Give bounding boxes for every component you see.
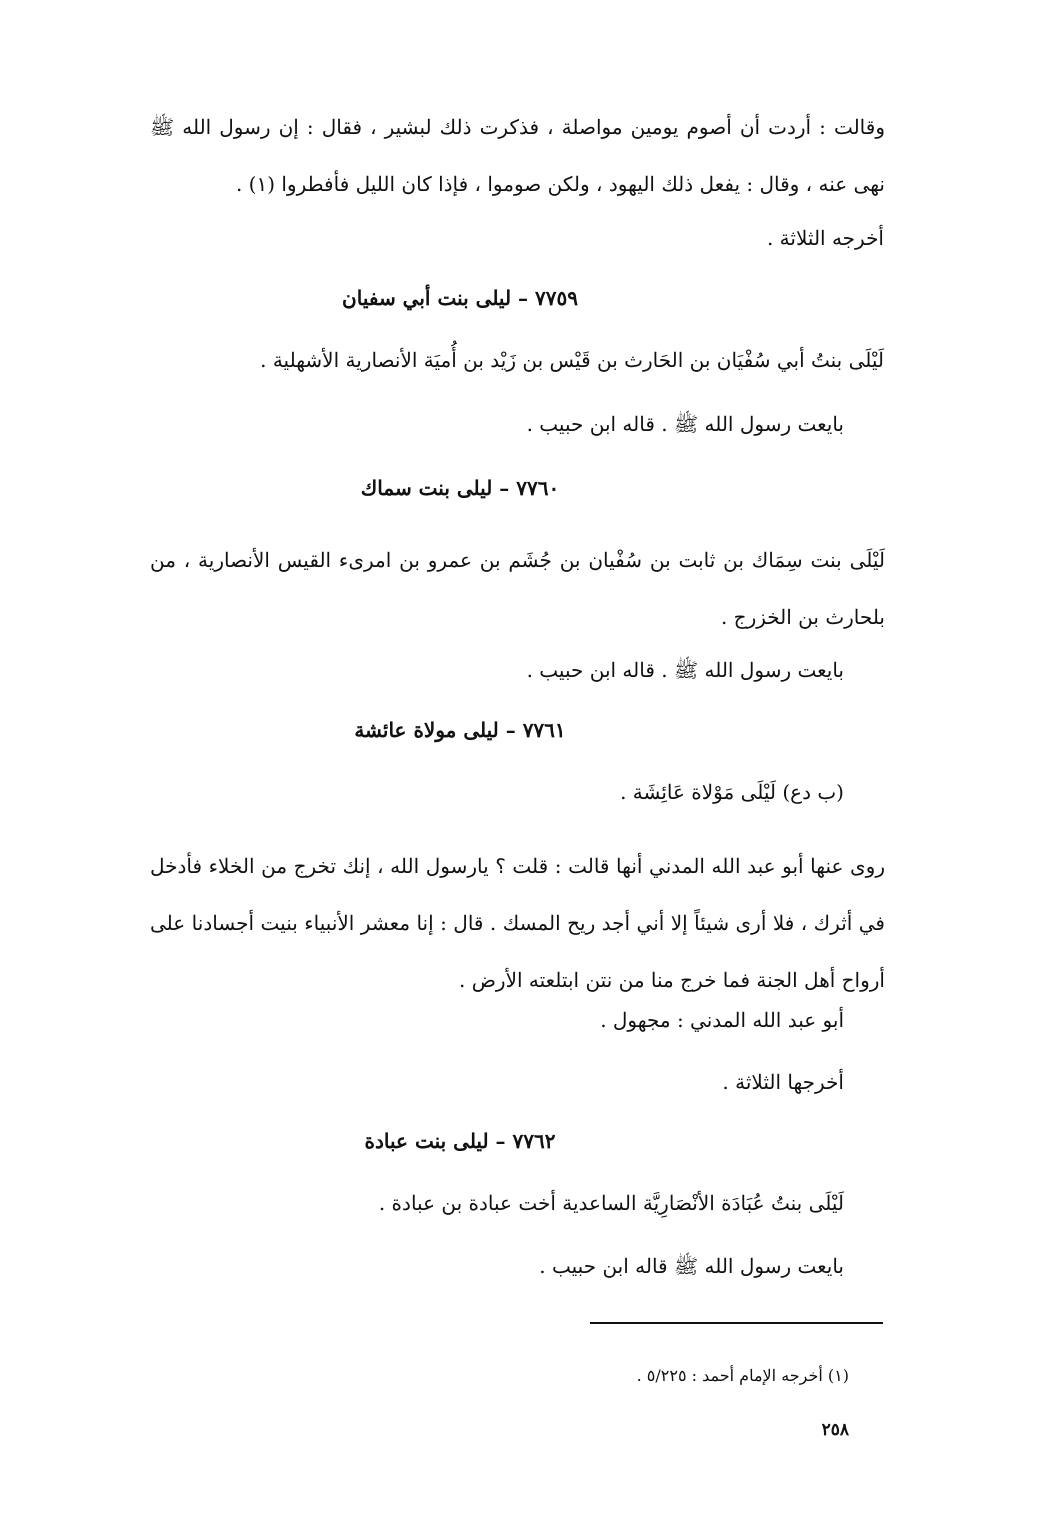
page-number: ٢٥٨	[821, 1420, 849, 1440]
entry-7762-note: بايعت رسول الله ﷺ قاله ابن حبيب .	[539, 1254, 844, 1278]
entry-heading-7762: ٧٧٦٢ – ليلى بنت عبادة	[364, 1129, 556, 1153]
entry-7761-grading: أبو عبد الله المدني : مجهول .	[600, 1008, 844, 1032]
footnote-separator	[590, 1322, 883, 1324]
entry-7762-lineage: لَيْلَى بنتُ عُبَادَة الأنْصَارِيَّة الساعدية أخت عبادة بن عبادة .	[378, 1191, 844, 1215]
intro-paragraph: وقالت : أردت أن أصوم يومين مواصلة ، فذكرت ذلك لبشير ، فقال : إن رسول الله ﷺ نهى عنه ، وقال : يفعل ذلك اليهود ، ولكن صوموا ، فإذا كان الليل فأفطروا (١) .	[150, 115, 885, 196]
entry-heading-7759: ٧٧٥٩ – ليلى بنت أبي سفيان	[342, 286, 578, 310]
entry-7760-note: بايعت رسول الله ﷺ . قاله ابن حبيب .	[526, 658, 844, 682]
intro-attribution: أخرجه الثلاثة .	[766, 226, 884, 250]
entry-7761-attribution: أخرجها الثلاثة .	[722, 1070, 844, 1094]
entry-7760-lineage: لَيْلَى بنت سِمَاك بن ثابت بن سُفْيان بن جُشَم بن عمرو بن امرىء القيس الأنصارية ، من بلحارث بن الخزرج .	[150, 548, 885, 629]
entry-7761-narration: روى عنها أبو عبد الله المدني أنها قالت : قلت ؟ يارسول الله ، إنك تخرج من الخلاء فأدخل في أثرك ، فلا أرى شيئاً إلا أني أجد ريح المسك . قال : إنا معشر الأنبياء بنيت أجسادنا على أرواح أهل الجنة فما خرج منا من نتن ابتلعته الأرض .	[150, 854, 885, 992]
entry-7761-name: (ب دع) لَيْلَى مَوْلاة عَائِشَة .	[620, 780, 844, 804]
footnote: (١) أخرجه الإمام أحمد : ٥/٢٢٥ .	[636, 1366, 849, 1385]
entry-7759-lineage: لَيْلَى بنتُ أبي سُفْيَان بن الحَارث بن قَيْس بن زَيْد بن أُميَة الأنصارية الأشهلية .	[260, 348, 884, 372]
entry-heading-7761: ٧٧٦١ – ليلى مولاة عائشة	[354, 718, 566, 742]
entry-7759-note: بايعت رسول الله ﷺ . قاله ابن حبيب .	[526, 412, 844, 436]
entry-heading-7760: ٧٧٦٠ – ليلى بنت سماك	[360, 476, 560, 500]
